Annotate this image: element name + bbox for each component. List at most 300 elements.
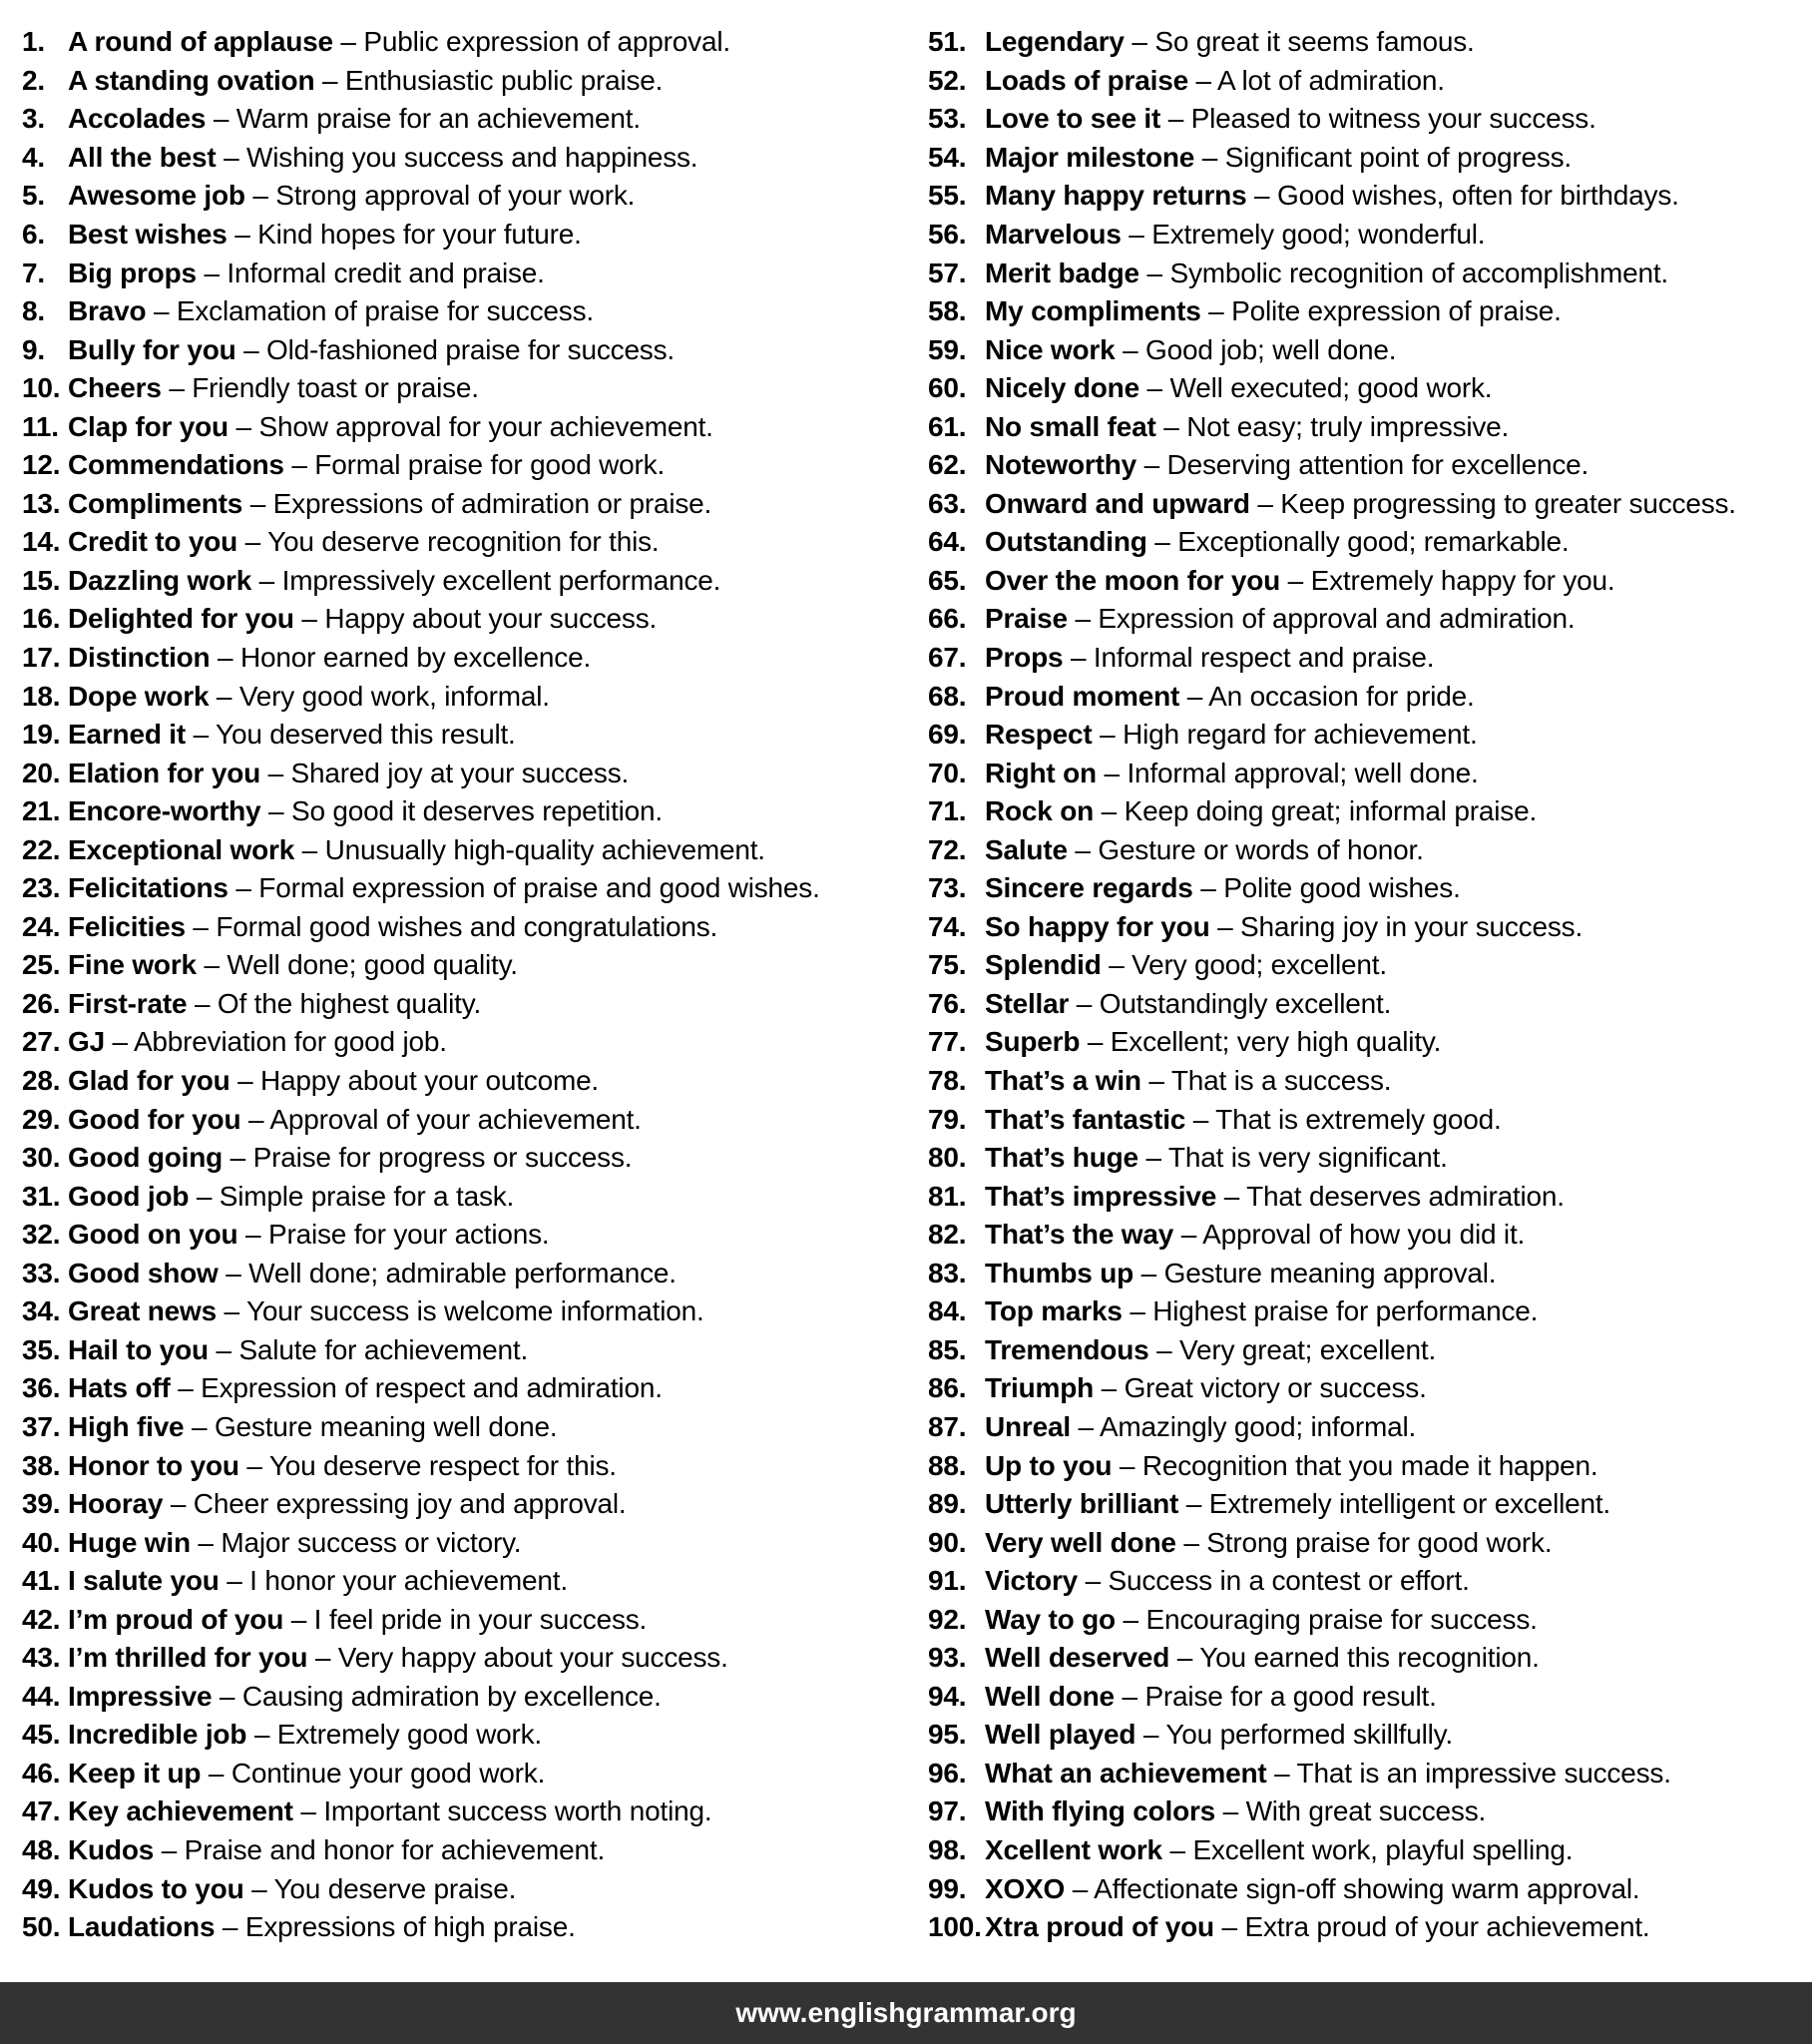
item-text [68,1834,605,1866]
item-number: 43. [22,1642,61,1674]
item-text [68,719,516,751]
item-text [985,526,1569,558]
item-definition: – Happy about your outcome. [229,1065,600,1097]
item-term: Praise [985,603,1068,635]
item-term: Props [985,642,1064,674]
list-item [928,1408,1812,1447]
item-definition: – Friendly toast or praise. [161,372,479,404]
item-text [68,1604,647,1636]
item-definition: – Approval of how you did it. [1173,1219,1526,1251]
item-term: First-rate [68,987,188,1019]
item-definition: – Expression of respect and admiration. [170,1372,663,1404]
list-item [22,1408,920,1447]
item-number: 27. [22,1026,61,1058]
item-definition: – Extremely happy for you. [1280,564,1615,596]
item-number: 33. [22,1257,61,1288]
item-text [985,1295,1538,1327]
item-term: Best wishes [68,219,227,250]
item-text [985,411,1509,443]
item-text [68,1719,542,1751]
item-number: 53. [928,103,967,135]
item-text [985,1604,1538,1636]
item-term: High five [68,1410,185,1442]
item-number: 82. [928,1219,967,1251]
item-text [985,142,1572,174]
item-term: XOXO [985,1872,1066,1904]
item-term: Key achievement [68,1795,293,1827]
item-term: Fine work [68,949,197,981]
list-item [928,908,1812,947]
item-text [68,488,711,520]
item-definition: – Sharing joy in your success. [1209,910,1584,942]
item-number: 98. [928,1833,967,1865]
list-item [22,23,920,62]
item-term: Nice work [985,333,1116,365]
item-term: Bravo [68,295,147,327]
item-text [985,1065,1391,1097]
item-term: Elation for you [68,757,261,788]
list-item [22,1255,920,1293]
item-text [985,1142,1448,1174]
item-term: I’m thrilled for you [68,1642,308,1674]
item-text [68,372,479,404]
item-term: Loads of praise [985,64,1188,96]
item-definition: – Simple praise for a task. [189,1180,515,1212]
list-item [928,1023,1812,1062]
list-item [928,1523,1812,1562]
item-definition: – You deserved this result. [186,719,516,751]
item-definition: – Formal praise for good work. [283,449,666,481]
list-item [928,600,1812,639]
item-text [985,642,1434,674]
item-definition: – Keep progressing to greater success. [1249,487,1736,519]
item-term: Stellar [985,987,1070,1019]
item-term: Keep it up [68,1757,202,1788]
item-definition: – Unusually high-quality achievement. [294,833,765,865]
item-definition: – Recognition that you made it happen. [1112,1449,1598,1481]
item-number: 37. [22,1410,61,1442]
item-definition: – Of the highest quality. [187,987,482,1019]
item-definition: – Great victory or success. [1094,1372,1427,1404]
item-number: 95. [928,1719,967,1751]
list-item [22,1755,920,1793]
item-definition: – Gesture meaning well done. [184,1410,558,1442]
item-term: Dazzling work [68,564,252,596]
item-text [68,1334,528,1366]
item-text [985,1834,1573,1866]
item-definition: – With great success. [1215,1795,1487,1827]
item-text [985,1911,1650,1943]
item-text [985,949,1387,981]
item-definition: – Well executed; good work. [1138,372,1493,404]
list-item [928,100,1812,139]
item-term: Clap for you [68,410,228,442]
item-definition: – Extremely intelligent or excellent. [1178,1488,1611,1520]
footer-bar [0,1982,1812,2044]
item-number: 64. [928,526,967,558]
list-item [928,985,1812,1024]
list-item [928,869,1812,908]
item-definition: – Extremely good work. [246,1719,542,1751]
item-text [985,681,1475,713]
item-number: 12. [22,449,61,481]
item-number: 30. [22,1142,61,1174]
item-number: 70. [928,757,967,788]
item-text [68,795,663,827]
item-number: 50. [22,1911,61,1943]
item-number: 69. [928,719,967,751]
list-item [928,254,1812,292]
list-column-left [22,23,920,1946]
item-term: Incredible job [68,1719,247,1751]
item-term: Good for you [68,1103,241,1135]
item-term: Honor to you [68,1449,239,1481]
item-term: Glad for you [68,1065,230,1097]
item-number: 60. [928,372,967,404]
list-item [22,1678,920,1717]
list-item [22,446,920,485]
item-text [68,334,675,366]
item-text [985,1488,1610,1520]
item-number: 3. [22,103,45,135]
item-term: Kudos [68,1833,155,1865]
item-number: 63. [928,487,967,519]
item-term: Hail to you [68,1333,209,1365]
item-definition: – Old-fashioned praise for success. [235,333,675,365]
list-item [22,1485,920,1524]
item-term: No small feat [985,410,1156,442]
item-definition: – Continue your good work. [201,1757,546,1788]
item-term: A round of applause [68,26,333,58]
item-text [68,681,550,713]
item-term: Tremendous [985,1333,1149,1365]
item-text [68,1488,627,1520]
item-number: 80. [928,1142,967,1174]
item-definition: – That is very significant. [1137,1142,1448,1174]
item-number: 99. [928,1872,967,1904]
item-term: Great news [68,1295,217,1327]
item-definition: – Expression of approval and admiration. [1067,603,1576,635]
item-text [68,1527,521,1559]
item-term: Unreal [985,1410,1071,1442]
list-item [22,677,920,716]
item-text [985,719,1478,751]
item-text [985,988,1391,1020]
item-term: Rock on [985,795,1095,827]
item-definition: – Praise for a good result. [1114,1680,1437,1712]
item-number: 81. [928,1180,967,1212]
item-number: 73. [928,872,967,904]
item-number: 2. [22,64,45,96]
item-number: 58. [928,295,967,327]
item-definition: – Very good work, informal. [209,680,550,712]
list-item [928,562,1812,601]
item-definition: – Causing admiration by excellence. [212,1680,662,1712]
item-text [68,1142,632,1174]
item-term: Good show [68,1257,219,1288]
item-number: 67. [928,642,967,674]
item-term: Earned it [68,719,187,751]
item-term: Awesome job [68,180,245,212]
item-number: 96. [928,1757,967,1788]
item-text [985,1642,1540,1674]
item-term: Compliments [68,487,243,519]
item-definition: – Excellent work, playful spelling. [1161,1833,1574,1865]
item-definition: – You earned this recognition. [1169,1642,1540,1674]
item-text [985,334,1396,366]
item-text [68,1026,447,1058]
item-definition: – Shared joy at your success. [260,757,630,788]
item-number: 66. [928,603,967,635]
list-item [928,1600,1812,1639]
list-item [22,330,920,369]
item-term: Encore-worthy [68,795,261,827]
item-definition: – Symbolic recognition of accomplishment. [1138,256,1669,288]
item-definition: – Informal approval; well done. [1096,757,1479,788]
list-item [928,1639,1812,1678]
item-number: 16. [22,603,61,635]
item-text [985,257,1668,289]
item-definition: – Honor earned by excellence. [210,642,592,674]
item-term: Triumph [985,1372,1095,1404]
item-text [985,26,1475,58]
list-item [22,869,920,908]
item-term: Salute [985,833,1068,865]
item-number: 74. [928,910,967,942]
item-text [985,1681,1437,1713]
item-number: 83. [928,1257,967,1288]
item-text [985,1258,1496,1289]
item-number: 14. [22,526,61,558]
item-number: 94. [928,1680,967,1712]
list-item [928,1446,1812,1485]
item-number: 11. [22,410,59,442]
item-definition: – Your success is welcome information. [216,1295,704,1327]
list-item [22,1908,920,1947]
item-text [985,911,1583,943]
item-term: My compliments [985,295,1201,327]
list-item [22,1446,920,1485]
item-number: 57. [928,256,967,288]
list-item [22,1600,920,1639]
item-definition: – Amazingly good; informal. [1070,1410,1417,1442]
item-text [68,834,765,866]
item-term: Over the moon for you [985,564,1281,596]
item-term: Good going [68,1142,224,1174]
item-number: 17. [22,642,61,674]
item-definition: – Very great; excellent. [1148,1333,1437,1365]
item-definition: – Expressions of high praise. [215,1911,576,1943]
item-text [68,103,641,135]
item-definition: – Wishing you success and happiness. [216,141,698,173]
list-item [22,177,920,216]
item-text [68,1642,728,1674]
item-number: 9. [22,333,45,365]
item-definition: – That is a success. [1140,1065,1392,1097]
item-term: Superb [985,1026,1081,1058]
item-term: Delighted for you [68,603,294,635]
item-term: Bully for you [68,333,236,365]
list-item [928,830,1812,869]
item-number: 20. [22,757,61,788]
item-text [68,411,713,443]
item-definition: – Gesture or words of honor. [1067,833,1424,865]
item-term: That’s fantastic [985,1103,1186,1135]
item-text [68,449,665,481]
list-item [22,830,920,869]
item-text [68,65,663,97]
list-item [22,216,920,255]
item-definition: – Expressions of admiration or praise. [242,487,712,519]
item-number: 90. [928,1526,967,1558]
item-number: 26. [22,987,61,1019]
item-text [68,949,518,981]
item-text [985,65,1445,97]
list-item [22,100,920,139]
item-text [985,1372,1427,1404]
item-text [985,180,1679,212]
list-item [22,908,920,947]
item-text [985,1334,1436,1366]
item-definition: – Informal respect and praise. [1063,642,1435,674]
item-text [68,257,545,289]
item-number: 42. [22,1603,61,1635]
item-number: 84. [928,1295,967,1327]
item-number: 85. [928,1333,967,1365]
item-definition: – Not easy; truly impressive. [1155,410,1510,442]
list-item [928,139,1812,178]
item-term: Very well done [985,1526,1176,1558]
item-number: 7. [22,256,45,288]
item-definition: – Praise and honor for achievement. [154,1833,606,1865]
list-item [22,523,920,562]
item-definition: – Polite good wishes. [1192,872,1461,904]
item-number: 59. [928,333,967,365]
item-number: 34. [22,1295,61,1327]
list-item [928,407,1812,446]
item-term: Kudos to you [68,1872,244,1904]
item-number: 89. [928,1488,967,1520]
list-item [928,1831,1812,1870]
item-definition: – Good wishes, often for birthdays. [1246,180,1679,212]
list-item [928,639,1812,678]
item-text [985,1795,1486,1827]
item-text [985,1219,1525,1251]
list-item [22,1523,920,1562]
item-definition: – Highest praise for performance. [1122,1295,1539,1327]
item-number: 32. [22,1219,61,1251]
item-number: 48. [22,1833,61,1865]
list-item [928,946,1812,985]
item-definition: – Very good; excellent. [1101,949,1387,981]
item-term: That’s a win [985,1065,1141,1097]
item-term: Hats off [68,1372,171,1404]
item-term: That’s impressive [985,1180,1217,1212]
list-item [928,792,1812,831]
list-item [22,1562,920,1601]
item-number: 19. [22,719,61,751]
item-number: 24. [22,910,61,942]
list-item [22,369,920,408]
item-term: Onward and upward [985,487,1250,519]
item-term: GJ [68,1026,105,1058]
item-text [68,911,717,943]
list-item [928,754,1812,792]
item-definition: – That is extremely good. [1185,1103,1502,1135]
item-term: Hooray [68,1488,164,1520]
list-item [928,523,1812,562]
item-term: Well deserved [985,1642,1170,1674]
item-text [985,1527,1552,1559]
item-number: 52. [928,64,967,96]
list-item [22,754,920,792]
item-number: 61. [928,410,967,442]
item-term: I salute you [68,1565,220,1597]
item-text [68,1565,568,1597]
item-number: 75. [928,949,967,981]
item-text [68,1065,599,1097]
item-term: All the best [68,141,217,173]
item-definition: – Encouraging praise for success. [1115,1603,1538,1635]
item-number: 54. [928,141,967,173]
item-term: Well played [985,1719,1136,1751]
list-item [22,407,920,446]
item-term: Felicitations [68,872,228,904]
item-term: Legendary [985,26,1125,58]
item-text [68,758,629,789]
item-term: Huge win [68,1526,191,1558]
item-number: 39. [22,1488,61,1520]
item-term: Up to you [985,1449,1113,1481]
item-term: Xtra proud of you [985,1911,1214,1943]
list-item [928,1177,1812,1216]
item-number: 41. [22,1565,61,1597]
item-definition: – Enthusiastic public praise. [314,64,664,96]
list-item [928,1255,1812,1293]
list-item [22,485,920,524]
list-item [22,1716,920,1755]
item-definition: – You deserve praise. [243,1872,517,1904]
list-item [22,639,920,678]
item-number: 6. [22,219,45,250]
item-text [985,834,1424,866]
item-definition: – You deserve recognition for this. [237,526,660,558]
list-item [928,1331,1812,1370]
item-term: Victory [985,1565,1079,1597]
item-term: Outstanding [985,526,1147,558]
item-text [985,449,1588,481]
list-item [22,1331,920,1370]
list-item [22,562,920,601]
item-term: Splendid [985,949,1102,981]
item-number: 88. [928,1449,967,1481]
item-number: 78. [928,1065,967,1097]
item-text [985,1873,1639,1905]
item-number: 15. [22,564,61,596]
list-item [928,1062,1812,1101]
item-term: Utterly brilliant [985,1488,1179,1520]
item-text [985,1450,1598,1482]
list-item [22,1216,920,1255]
item-term: Well done [985,1680,1115,1712]
item-number: 44. [22,1680,61,1712]
item-term: That’s the way [985,1219,1174,1251]
item-number: 25. [22,949,61,981]
item-text [985,103,1596,135]
item-number: 31. [22,1180,61,1212]
item-definition: – Pleased to witness your success. [1160,103,1596,135]
item-definition: – Formal good wishes and congratulations. [185,910,718,942]
